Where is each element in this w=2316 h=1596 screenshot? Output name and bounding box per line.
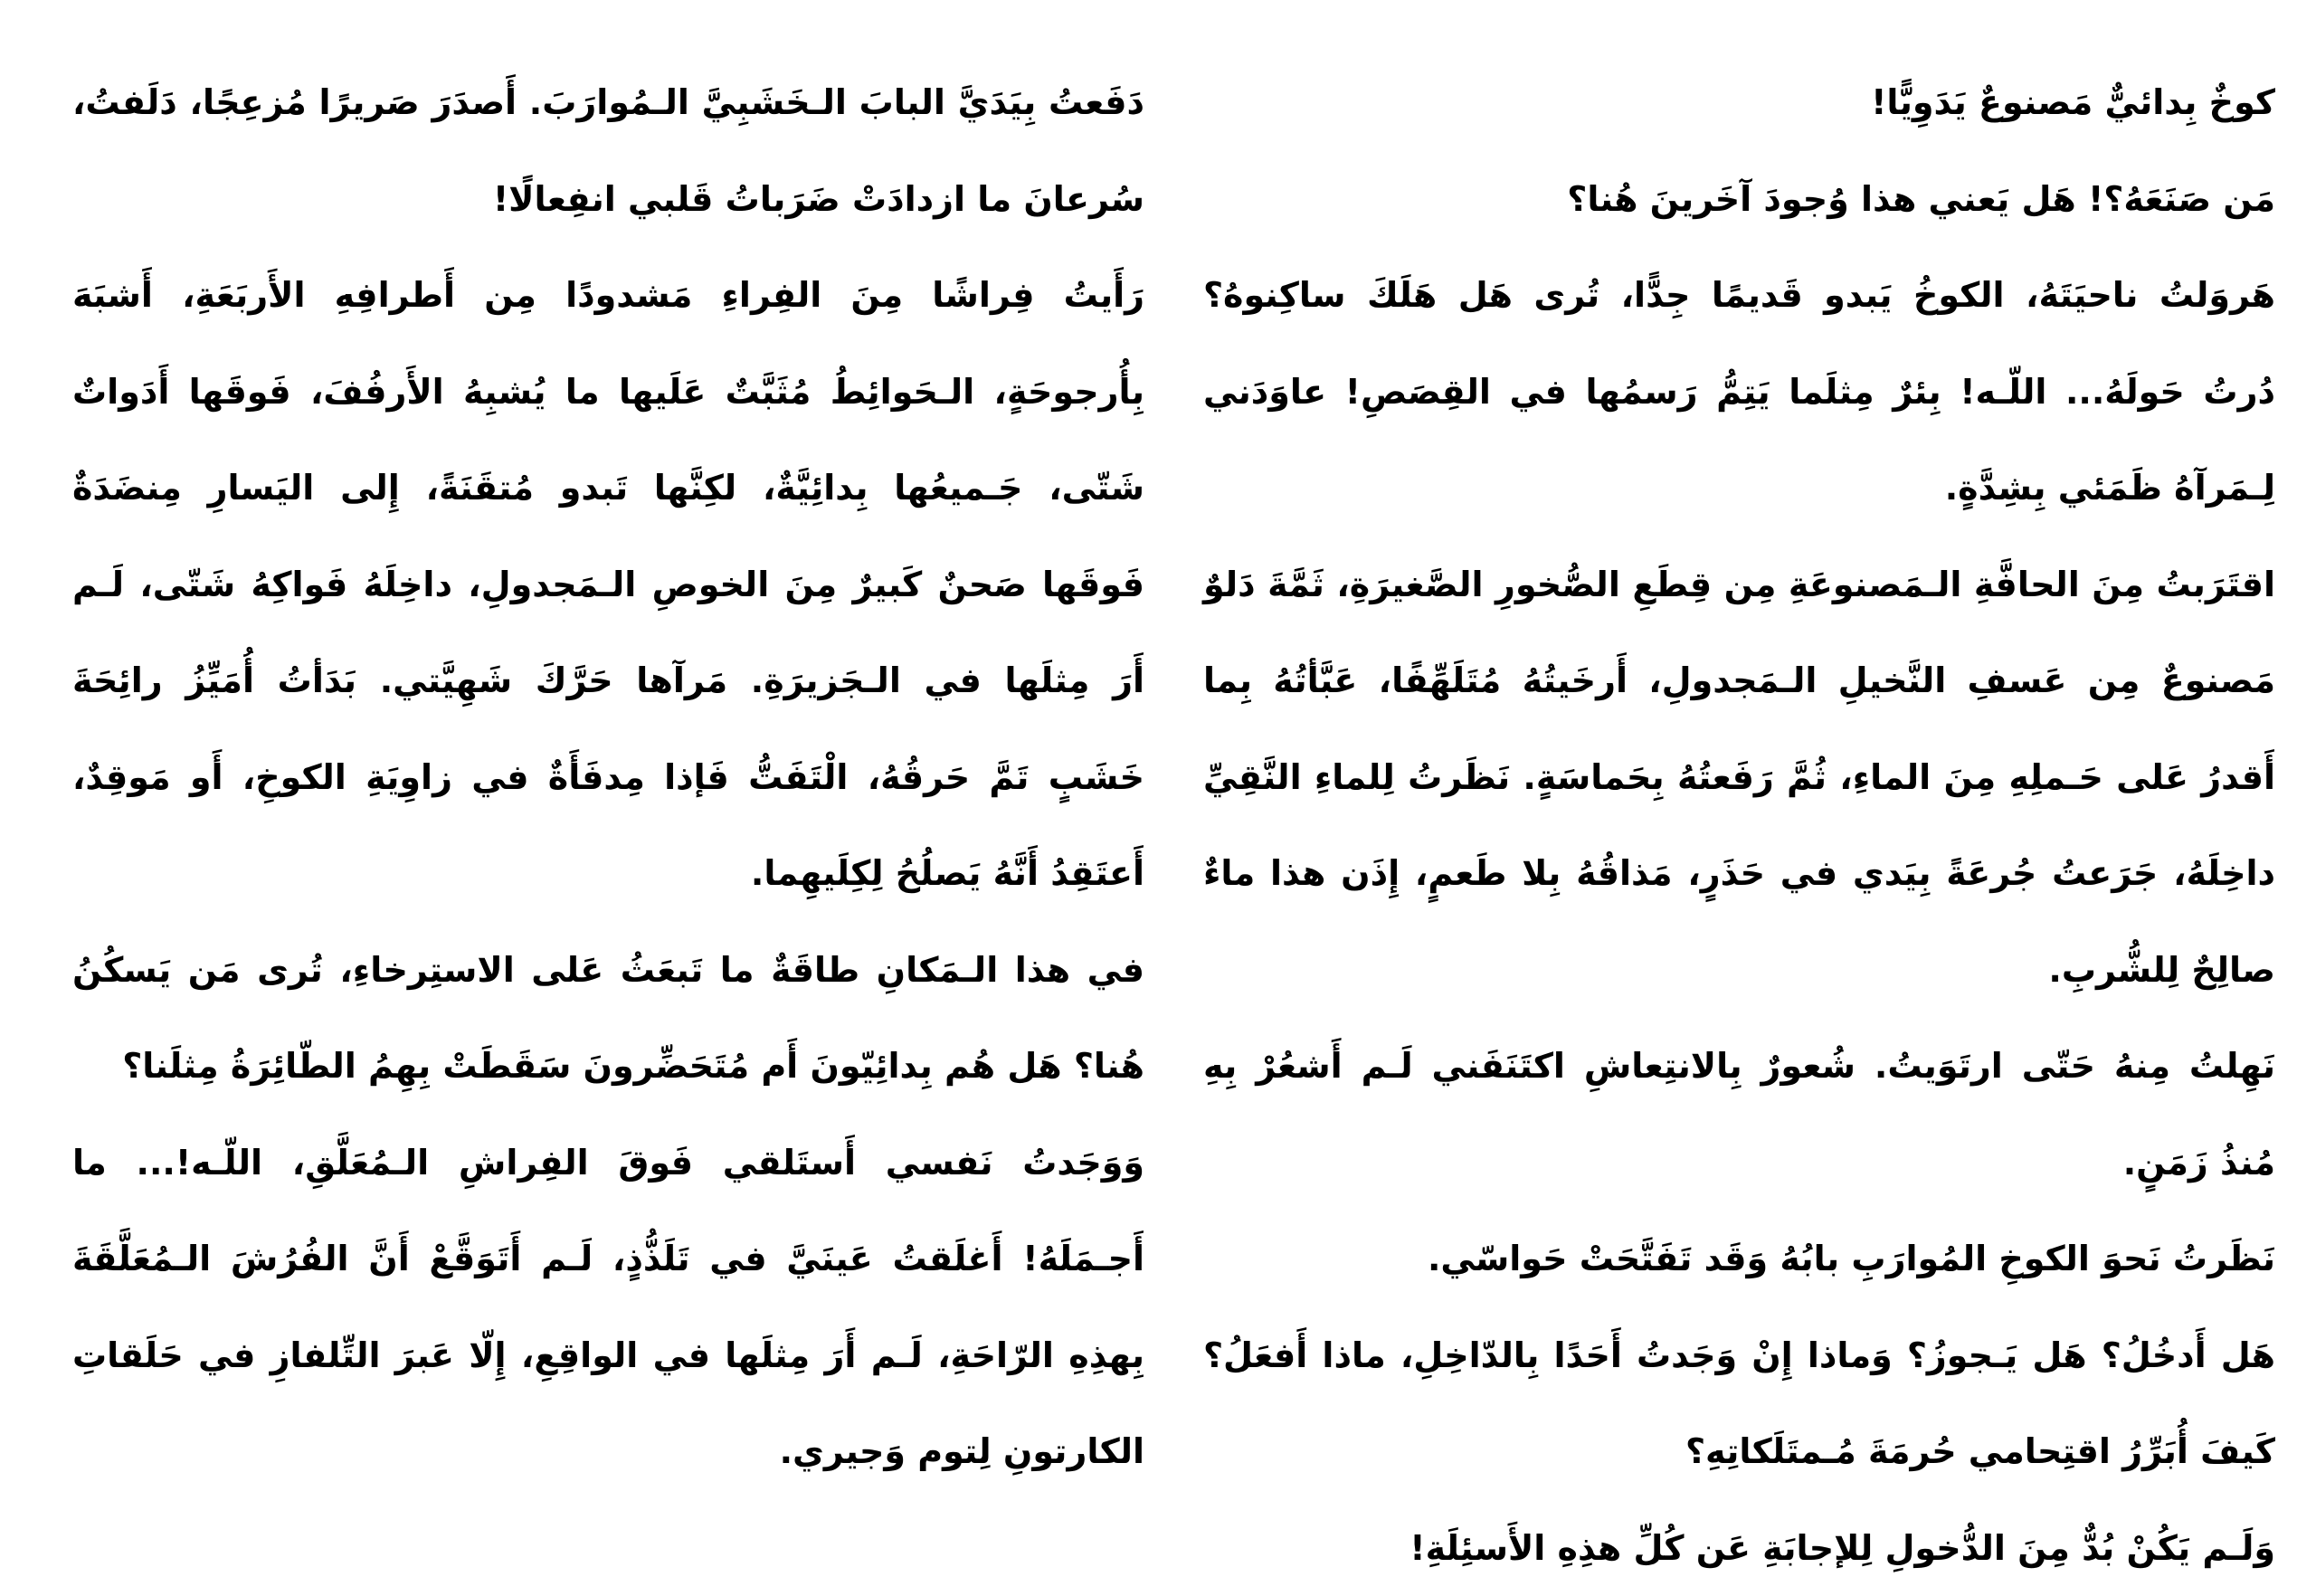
paragraph: وَلَـم يَكُنْ بُدٌّ مِنَ الدُّخولِ لِلإجابَةِ عَن كُلِّ هذِهِ الأَسئِلَةِ! [1203,1500,2275,1596]
paragraph: كوخٌ بِدائيٌّ مَصنوعٌ يَدَوِيًّا! [1203,54,2275,151]
paragraph: في هذا الـمَكانِ طاقَةٌ ما تَبعَثُ عَلى الاستِرخاءِ، تُرى مَن يَسكُنُ هُنا؟ هَل هُم بِدائِيّونَ أَم مُتَحَضِّرونَ سَقَطَتْ بِهِمُ الطّائِرَةُ مِثلَنا؟ [72,922,1144,1115]
paragraph: نَهِلتُ مِنهُ حَتّى ارتَوَيتُ. شُعورٌ بِالانتِعاشِ اكتَنَفَني لَـم أَشعُرْ بِهِ مُنذُ زَمَنٍ. [1203,1018,2275,1211]
paragraph: وَوَجَدتُ نَفسي أَستَلقي فَوقَ الفِراشِ الـمُعَلَّقِ، اللّـه!... ما أَجـمَلَهُ! أَغلَقتُ عَينَيَّ في تَلَذُّذٍ، لَـم أَتَوَقَّعْ أَنَّ الفُرُشَ الـمُعَلَّقَةَ بِهذِهِ الرّاحَةِ، لَـم أَرَ مِثلَها في الواقِعِ، إِلّا عَبرَ التِّلفازِ في حَلَقاتِ الكارتونِ لِتوم وَجيري. [72,1115,1144,1500]
book-spread [0,54,2316,1267]
paragraph: اقتَرَبتُ مِنَ الحافَّةِ الـمَصنوعَةِ مِن قِطَعِ الصُّخورِ الصَّغيرَةِ، ثَمَّةَ دَلوٌ مَصنوعٌ مِن عَسفِ النَّخيلِ الـمَجدولِ، أَرخَيتُهُ مُتَلَهِّفًا، عَبَّأتُهُ بِما أَقدرُ عَلى حَـملِهِ مِنَ الماءِ، ثُمَّ رَفَعتُهُ بِحَماسَةٍ. نَظَرتُ لِلماءِ النَّقِيِّ داخِلَهُ، جَرَعتُ جُرعَةً بِيَدي في حَذَرٍ، مَذاقُهُ بِلا طَعمٍ، إِذَن هذا ماءٌ صالِحٌ لِلشُّربِ. [1203,537,2275,1019]
paragraph: مَن صَنَعَهُ؟! هَل يَعني هذا وُجودَ آخَرينَ هُنا؟ [1203,151,2275,248]
paragraph: هَل أَدخُلُ؟ هَل يَـجوزُ؟ وَماذا إِنْ وَجَدتُ أَحَدًا بِالدّاخِلِ، ماذا أَفعَلُ؟ كَيفَ أُبَرِّرُ اقتِحامي حُرمَةَ مُـمتَلَكاتِهِ؟ [1203,1307,2275,1500]
left-page-column [72,54,1144,1500]
paragraph: هَروَلتُ ناحيَتَهُ، الكوخُ يَبدو قَديمًا جِدًّا، تُرى هَل هَلَكَ ساكِنوهُ؟ دُرتُ حَولَهُ... اللّـه! بِئرٌ مِثلَما يَتِمُّ رَسمُها في القِصَصِ! عاوَدَني لِـمَرآهُ ظَمَئي بِشِدَّةٍ. [1203,247,2275,537]
right-page-column [1203,54,2275,1596]
paragraph: نَظَرتُ نَحوَ الكوخِ المُوارَبِ بابُهُ وَقَد تَفَتَّحَتْ حَواسّي. [1203,1211,2275,1307]
paragraph: رَأَيتُ فِراشًا مِنَ الفِراءِ مَشدودًا مِن أَطرافِهِ الأَربَعَةِ، أَشبَهَ بِأُرجوحَةٍ، الـحَوائِطُ مُثَبَّتٌ عَلَيها ما يُشبِهُ الأَرفُفَ، فَوقَها أَدَواتٌ شَتّى، جَـميعُها بِدائِيَّةٌ، لكِنَّها تَبدو مُتقَنَةً، إِلى اليَسارِ مِنضَدَةٌ فَوقَها صَحنٌ كَبيرٌ مِنَ الخوصِ الـمَجدولِ، داخِلَهُ فَواكِهُ شَتّى، لَـم أَرَ مِثلَها في الـجَزيرَةِ. مَرآها حَرَّكَ شَهِيَّتي. بَدَأتُ أُمَيِّزُ رائِحَةَ خَشَبٍ تَمَّ حَرقُهُ، الْتَفَتُّ فَإذا مِدفَأَةٌ في زاوِيَةِ الكوخِ، أَو مَوقِدٌ، أَعتَقِدُ أَنَّهُ يَصلُحُ لِكِلَيهِما. [72,247,1144,922]
paragraph: دَفَعتُ بِيَدَيَّ البابَ الـخَشَبِيَّ الـمُوارَبَ. أَصدَرَ صَريرًا مُزعِجًا، دَلَفتُ، سُرعانَ ما ازدادَتْ ضَرَباتُ قَلبي انفِعالًا! [72,54,1144,247]
